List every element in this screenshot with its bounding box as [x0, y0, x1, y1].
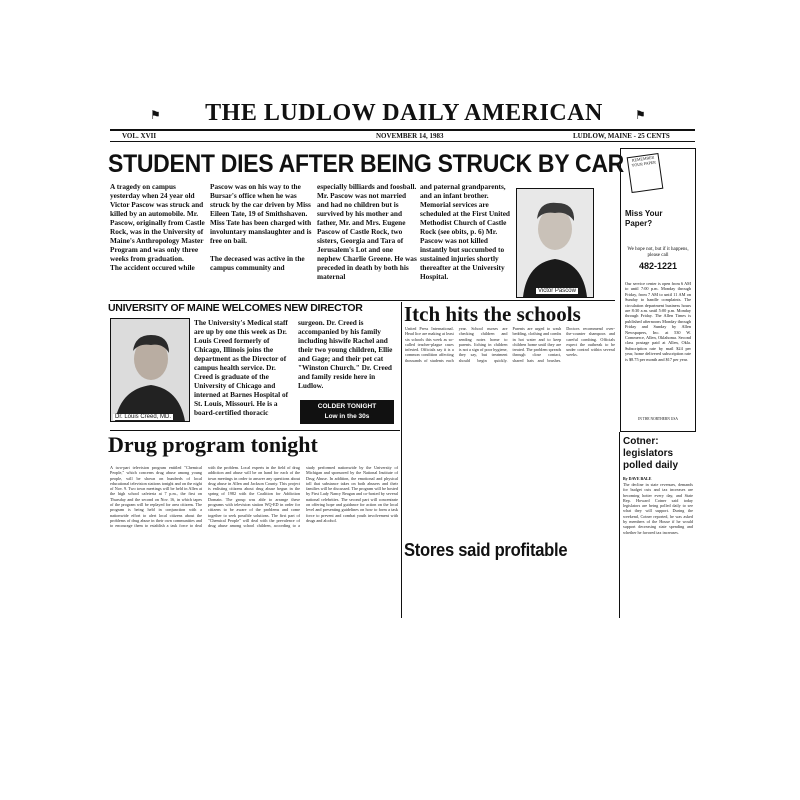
- ad-body: Our service center is open from 6 AM to until 7:00 p.m. Monday through Friday, from 7 AM to until 11 AM on Sunday to handle complaints. The circulation department business hours are 8:30 a.m. until 5:00 p.m. Monday through Friday. The Allen Times is published afternoons Monday through Friday and Sunday by Allen Newspapers, Inc. at 530 W. Commerce, Allen, Oklahoma. Second class postage paid at Allen, Okla. Subscription rate by mail $24 per year, home delivered subscription rate is $8.75 per month and $17 per year.: [625, 281, 691, 362]
- umaine-col-2: surgeon. Dr. Creed is accompanied by his family including hiswife Rachel and their two young children, Ellie and Gage; and their pet cat "Winston Church." Dr. Creed and family reside here in Ludlow.: [298, 318, 393, 390]
- cotner-byline: By DAVE BALE: [623, 476, 652, 481]
- main-story-col-2: [210, 182, 314, 272]
- weather-line-1: COLDER TONIGHT: [317, 403, 377, 410]
- cotner-headline: Cotner: legislators polled daily: [623, 436, 679, 471]
- umaine-col-1: The University's Medical staff are up by one this week as Dr. Louis Creed formerly of Chicago, Illinois joins the department as the Director of campus health service. Dr. Creed is graduate of the University of Chicago and interned at Barnes Hospital of St. Louis, Missouri. He is a board-certified thoracic: [194, 318, 289, 417]
- umaine-headline: UNIVERSITY OF MAINE WELCOMES NEW DIRECTOR: [108, 302, 363, 314]
- umaine-rule: [110, 430, 400, 431]
- louis-creed-photo: [110, 318, 190, 422]
- ad-phone-number: 482-1221: [638, 261, 678, 271]
- masthead-rule-top: [110, 129, 695, 131]
- drug-program-headline: Drug program tonight: [108, 432, 318, 457]
- flag-icon: ⚑: [150, 108, 161, 122]
- portrait-silhouette-icon: [111, 319, 189, 421]
- main-story-rule: [110, 300, 615, 301]
- flag-icon: ⚑: [635, 108, 646, 122]
- cotner-body: The decline in state revenues, demands for budget cuts and tax increases are becoming hotter every day, and State Rep. Howard Cotner said today legislators are being polled daily to see what they will support. During the weekend, Cotner reported, he was asked by members of the House if he would support decreasing state spending and whether he favored tax increases.: [623, 482, 693, 535]
- ad-headline: Miss Your Paper?: [625, 209, 663, 228]
- ad-line-1: We hope not, but if it happens, please call: [627, 247, 689, 258]
- main-story-col-1: [110, 182, 206, 272]
- main-story-col-1-cont: The accident occured while: [110, 263, 195, 272]
- itch-headline: Itch hits the schools: [404, 302, 581, 326]
- weather-box: [300, 400, 394, 424]
- column-divider: [401, 302, 402, 618]
- main-story-col-3: especially billiards and foosball. Mr. Pascow was not married and had no children but is survived by his mother and father, Mr. and Mrs. Eugene Pascow of Castle Rock, two sisters, Georgia and Tara of Jerusalem's Lot and one nephew Charlie Greene. He was preceded in death by both his maternal: [317, 182, 417, 281]
- itch-story-body: United Press International. Head lice are making at least six schools this week as so-called teacher-plague cases infested. Officials say it is a common condition affecting thousands of students each year. School nurses are checking children and sending notes home to parents. Itching in children is not a sign of poor hygiene, they say, but treatment should begin quickly. Parents are urged to wash bedding, clothing and combs in hot water and to keep children home until they are treated. The problem spreads through close contact, shared hats and brushes. Doctors recommend over-the-counter shampoos and careful combing. Officials expect the outbreak to be under control within several weeks.: [405, 326, 615, 363]
- volume-label: VOL. XVII: [122, 132, 157, 140]
- louis-creed-caption: Dr. Louis Creed, MD.: [115, 414, 172, 420]
- newspaper-title: THE LUDLOW DAILY AMERICAN: [205, 100, 603, 126]
- location-price-label: LUDLOW, MAINE - 25 CENTS: [573, 132, 670, 140]
- cotner-divider: [619, 432, 620, 618]
- main-story-col-2-text: Pascow was on his way to the Bursar's office when he was struck by the car driven by Miss Eileen Tate, 19 of Smithshaven. Miss Tate has been charged with involuntary manslaughter and is free on bail.: [210, 182, 312, 245]
- victor-pascow-caption: Victor Pascow: [538, 288, 576, 294]
- main-story-col-1-text: A tragedy on campus yesterday when 24 year old Victor Pascow was struck and killed by an automobile. Mr. Pascow, originally from Castle Rock, was in the University of Maine's Anthropology Master Program and was only three weeks from graduation.: [110, 182, 205, 263]
- masthead-rule-bottom: [110, 141, 695, 142]
- main-headline: STUDENT DIES AFTER BEING STRUCK BY CAR: [108, 150, 624, 178]
- portrait-silhouette-icon: [517, 189, 593, 297]
- victor-pascow-photo: [516, 188, 594, 298]
- ad-footer: IN THE NORTHERN USA: [638, 417, 678, 421]
- main-story-col-2-cont: The deceased was active in the campus community and: [210, 254, 305, 272]
- stores-headline: Stores said profitable: [404, 540, 568, 560]
- miss-your-paper-ad: [620, 148, 696, 432]
- date-label: NOVEMBER 14, 1983: [376, 132, 444, 140]
- drug-program-body: A two-part television program entitled "Chemical People," which concerns drug abuse among young people, will be shown on hundreds of local educational television stations tonight and on the night of Nov. 9. Two town meetings will be held in Allen at the high school cafeteria at 7 p.m., the first on Thursday and the second on Nov. 16, in which tapes of the program will be replayed for area citizens. The program is being held in conjunction with a nationwide effort to alert local citizens about the problems of drug abuse in their own communities and to encourage them to establish a task force to deal with the problem. Local experts in the field of drug addiction and abuse will be on hand for each of the town meetings in order to answer any questions about drug abuse in Allen and Jackson County. This project is enlisting citizens about drug abuse begun in the spring of 1982 with the Coalition for Addiction Domain. The group was able to arrange these programs with television station WQ-ED in order for citizens to be aware of the problems and come together to seek possible solutions. The first part of "Chemical People" will deal with the prevalence of drug abuse among school children, according to a study performed nationwide by the University of Michigan and sponsored by the National Institute of Drug Abuse. In addition, the emotional and physical toll that substance takes on both abusers and their families will be discussed. The program will be hosted by First Lady Nancy Reagan and co-hosted by several national celebrities. The second part will concentrate on offering hope and guidance for action on the local level and presenting guidelines on how to form a task force to prevent and combat youth involvement with drugs and alcohol.: [110, 465, 398, 529]
- main-story-col-4: and paternal grandparents, and an infant brother. Memorial services are scheduled at the First United Methodist Church of Castle Rock (see obits, p. 6) Mr. Pascow was not killed instantly but succumbed to sustained injuries shortly thereafter at the University Hospital.: [420, 182, 510, 281]
- weather-line-2: Low in the 30s: [324, 413, 370, 420]
- newspaper-badge-icon: REMEMBER YOUR PAPER: [627, 153, 664, 193]
